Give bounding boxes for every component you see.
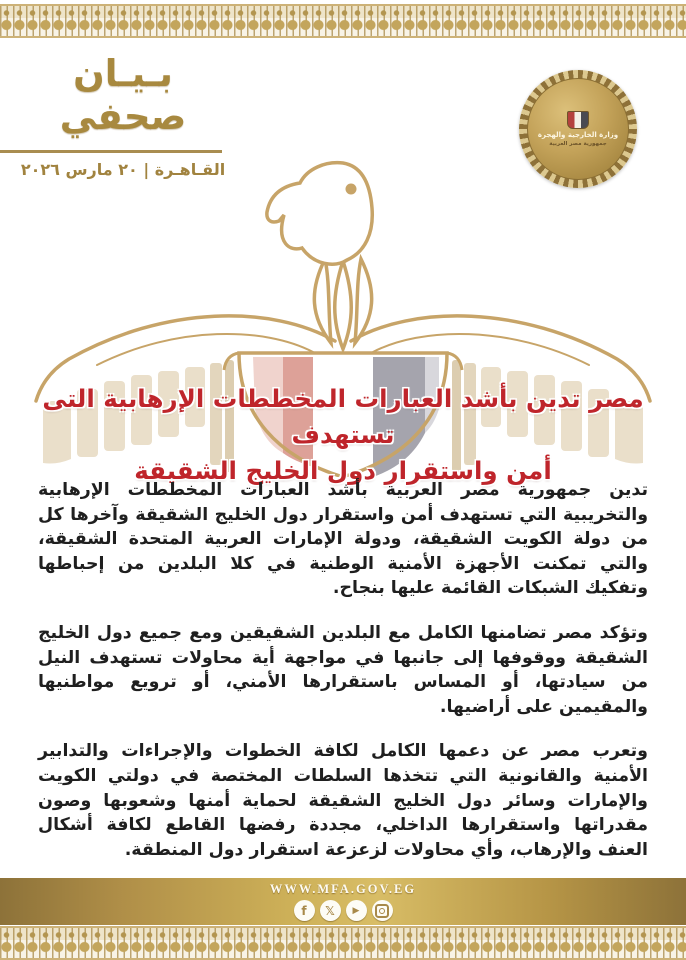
paragraph-1: تدين جمهورية مصر العربية بأشد العبارات المخططات الإرهابية والتخريبية التي تستهدف أمن واستقرار دول الخليج الشقيقة وآخرها كل من دولة الكويت الشقيقة، ودولة الإمارات العربية المتحدة الشقيقة، والتي تمكنت الأجهزة الأمنية الوطنية في كلا البلدين من إحباطها وتفكيك الشبكات القائمة عليها بنجاح. bbox=[38, 480, 648, 599]
footer-band bbox=[0, 878, 686, 925]
seal-ministry-name: وزارة الخارجية والهجرة bbox=[537, 131, 619, 139]
seal-country-name: جمهورية مصر العربية bbox=[549, 141, 607, 147]
facebook-icon[interactable]: f bbox=[294, 900, 315, 921]
statement-body bbox=[38, 478, 648, 882]
ornamental-border-top bbox=[0, 4, 686, 38]
egypt-eagle-flag-icon bbox=[567, 111, 589, 129]
header-divider-line bbox=[0, 150, 222, 153]
dateline: القـاهـرة | ٢٠ مارس ٢٠٢٦ bbox=[20, 160, 226, 179]
instagram-camera-glyph bbox=[375, 904, 389, 918]
youtube-icon[interactable]: ▶ bbox=[346, 900, 367, 921]
statement-type-title: بـيـان صحفي bbox=[59, 52, 187, 138]
social-icons-row bbox=[294, 900, 393, 921]
headline-line-2: أمن واستقرار دول الخليج الشقيقة bbox=[134, 456, 552, 485]
website-url[interactable]: WWW.MFA.GOV.EG bbox=[269, 882, 417, 896]
paragraph-2: وتؤكد مصر تضامنها الكامل مع البلدين الشقيقين ومع جميع دول الخليج الشقيقة ووقوفها إلى جانبها في مواجهة أية محاولات تستهدف النيل من سيادتها، أو المساس باستقرارها الأمني، أو ترويع مواطنيها والمقيمين على أراضيها. bbox=[38, 622, 648, 717]
headline bbox=[0, 381, 686, 489]
headline-line-1: مصر تدين بأشد العبارات المخططات الإرهابية التى تستهدف bbox=[42, 384, 644, 449]
x-icon[interactable]: 𝕏 bbox=[320, 900, 341, 921]
ornamental-border-bottom bbox=[0, 926, 686, 960]
paragraph-3: وتعرب مصر عن دعمها الكامل لكافة الخطوات والإجراءات والتدابير الأمنية والقانونية التي تتخذها السلطات المختصة في دولتي الكويت والإمارات وسائر دول الخليج الشقيقة لحماية أمنها وشعوبها وصون مقدراتها واستقرارها الداخلي، مجددة رفضها القاطع لكافة أشكال العنف والإرهاب، وأي محاولات لزعزعة استقرار دول المنطقة. bbox=[38, 741, 648, 860]
instagram-icon[interactable] bbox=[372, 900, 393, 921]
